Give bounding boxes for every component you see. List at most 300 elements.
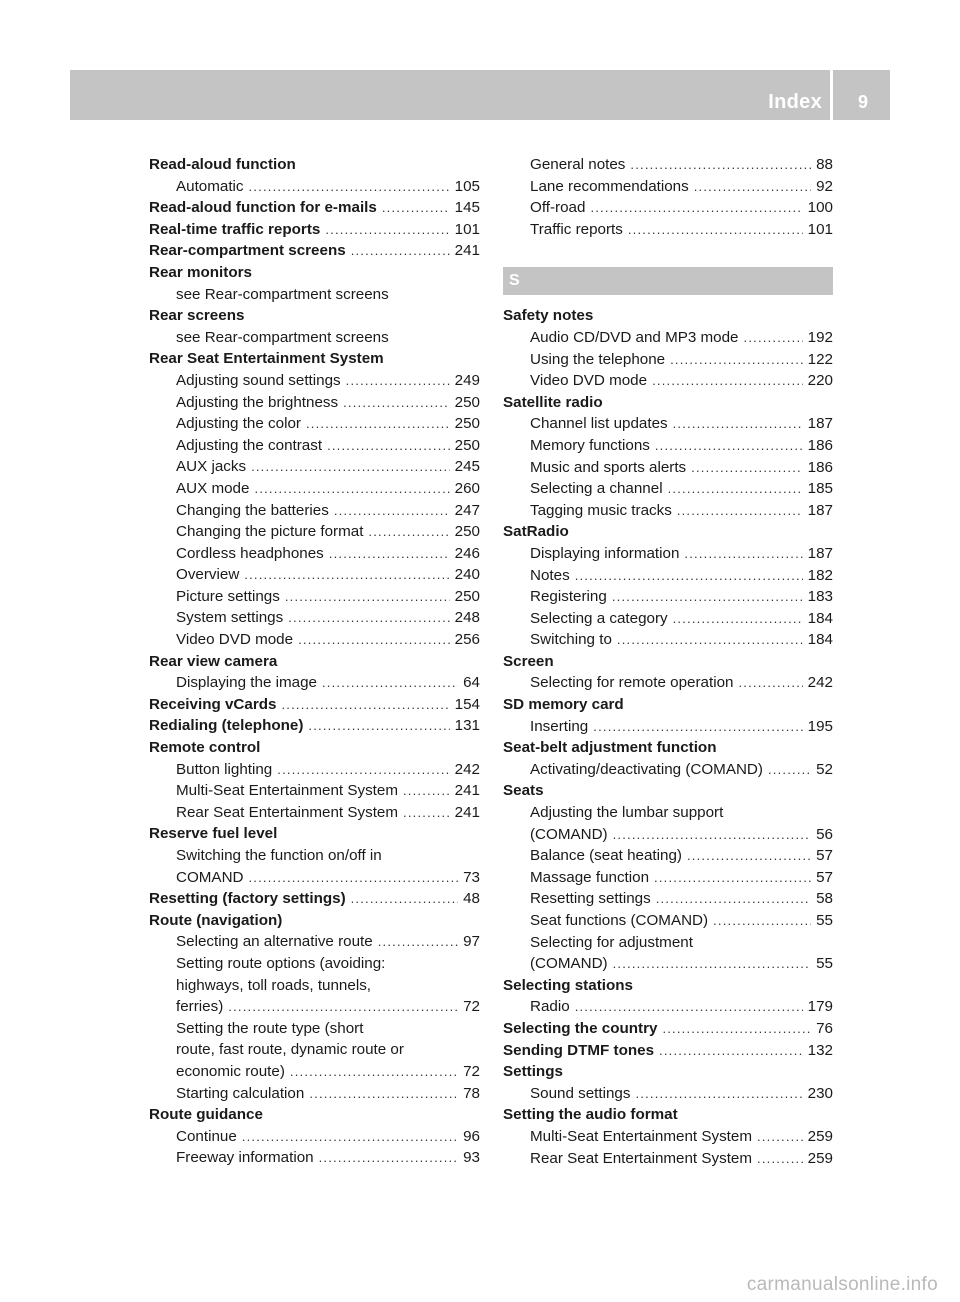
dot-leader — [687, 845, 811, 867]
index-entry — [503, 457, 833, 479]
dot-leader — [228, 996, 458, 1018]
index-entry — [149, 715, 480, 737]
index-entry — [503, 305, 833, 327]
index-entry-text: Balance (seat heating) — [530, 847, 682, 865]
index-entry-page: 246 — [454, 544, 480, 562]
dot-leader — [251, 456, 450, 478]
dot-leader — [249, 176, 450, 198]
index-entry — [503, 780, 833, 802]
index-entry — [149, 1147, 480, 1169]
index-entry-text: highways, toll roads, tunnels, — [176, 976, 372, 994]
dot-leader — [655, 435, 803, 457]
index-entry-page: 78 — [463, 1084, 480, 1102]
dot-leader — [617, 629, 803, 651]
dot-leader — [575, 996, 803, 1018]
dot-leader — [309, 1083, 458, 1105]
index-entry-page: 184 — [807, 609, 833, 627]
index-entry-page: 73 — [463, 868, 480, 886]
index-entry-text: Adjusting the brightness — [176, 393, 339, 411]
index-entry-text: Starting calculation — [176, 1084, 305, 1102]
index-entry-text: Route (navigation) — [149, 911, 283, 929]
index-entry-text: SD memory card — [503, 696, 624, 714]
index-entry-text: Inserting — [530, 717, 589, 735]
dot-leader — [254, 478, 449, 500]
dot-leader — [677, 500, 803, 522]
index-entry — [503, 651, 833, 673]
dot-leader — [613, 824, 811, 846]
dot-leader — [612, 586, 803, 608]
index-entry-text: Rear view camera — [149, 652, 278, 670]
dot-leader — [346, 370, 450, 392]
dot-leader — [768, 759, 811, 781]
index-entry — [503, 197, 833, 219]
index-entry-text: Rear screens — [149, 307, 245, 325]
index-entry — [149, 802, 480, 824]
index-entry — [503, 327, 833, 349]
watermark-text: carmanualsonline.info — [746, 1274, 938, 1295]
dot-leader — [288, 607, 449, 629]
index-entry — [149, 478, 480, 500]
index-entry-page: 241 — [454, 803, 480, 821]
index-entry-text: Selecting the country — [503, 1019, 658, 1037]
index-entry-text: Picture settings — [176, 587, 280, 605]
index-entry — [149, 996, 480, 1018]
index-entry-text: Setting the audio format — [503, 1106, 678, 1124]
index-entry-text: Rear monitors — [149, 263, 252, 281]
dot-leader — [242, 1126, 458, 1148]
index-entry-text: Massage function — [530, 868, 650, 886]
index-entry-page: 72 — [463, 1062, 480, 1080]
index-entry-page: 250 — [454, 415, 480, 433]
index-entry-page: 88 — [816, 156, 833, 173]
index-entry — [503, 1083, 833, 1105]
index-entry-page: 187 — [807, 501, 833, 519]
index-entry-text: Sending DTMF tones — [503, 1041, 655, 1059]
index-entry-page: 57 — [816, 847, 833, 865]
index-entry-page: 187 — [807, 415, 833, 433]
index-header-bar — [70, 70, 890, 120]
index-entry — [503, 435, 833, 457]
dot-leader — [368, 521, 449, 543]
index-entry-page: 192 — [807, 328, 833, 346]
index-entry — [149, 910, 480, 932]
index-entry-page: 245 — [454, 458, 480, 476]
index-entry — [149, 629, 480, 651]
dot-leader — [403, 802, 450, 824]
index-entry — [149, 780, 480, 802]
index-entry-text: Registering — [530, 588, 607, 606]
index-entry-text: see Rear-compartment screens — [176, 285, 389, 303]
index-entry-page: 122 — [807, 350, 833, 368]
index-entry-page: 195 — [807, 717, 833, 735]
index-entry-page: 256 — [454, 631, 480, 649]
index-entry-text: Cordless headphones — [176, 544, 324, 562]
dot-leader — [656, 888, 811, 910]
dot-leader — [738, 672, 802, 694]
section-spacer — [503, 240, 833, 267]
index-entry-text: Selecting for remote operation — [530, 674, 734, 692]
index-entry-text: Using the telephone — [530, 350, 666, 368]
index-entry — [149, 651, 480, 673]
index-entry-page: 131 — [454, 717, 480, 735]
index-entry — [503, 413, 833, 435]
index-entry-text: Displaying the image — [176, 674, 317, 692]
index-entry — [149, 435, 480, 457]
index-entry — [149, 1126, 480, 1148]
index-entry-text: Setting route options (avoiding: — [176, 954, 386, 972]
index-entry — [503, 672, 833, 694]
index-entry-text: Freeway information — [176, 1149, 314, 1167]
index-entry-text: Resetting (factory settings) — [149, 890, 346, 908]
index-entry-text: Notes — [530, 566, 570, 584]
dot-leader — [757, 1148, 803, 1170]
index-entry — [149, 154, 480, 176]
dot-leader — [659, 1040, 803, 1062]
index-entry-page: 93 — [463, 1149, 480, 1167]
index-entry — [149, 931, 480, 953]
index-entry — [503, 154, 833, 176]
index-entry — [149, 953, 480, 975]
index-entry — [149, 219, 480, 241]
index-entry-page: 186 — [807, 458, 833, 476]
index-column-right — [503, 154, 833, 1169]
index-entry — [503, 888, 833, 910]
dot-leader — [630, 154, 811, 176]
dot-leader — [744, 327, 803, 349]
index-entry-page: 249 — [454, 371, 480, 389]
index-entry — [503, 500, 833, 522]
index-entry-page: 250 — [454, 587, 480, 605]
index-entry-page: 248 — [454, 609, 480, 627]
index-entry — [149, 1018, 480, 1040]
index-entry — [149, 392, 480, 414]
index-entry-text: Rear Seat Entertainment System — [149, 350, 384, 368]
index-entry-page: 259 — [807, 1149, 833, 1167]
index-entry-text: Traffic reports — [530, 220, 623, 238]
index-entry-page: 242 — [454, 760, 480, 778]
index-entry-text: Continue — [176, 1127, 237, 1145]
index-entry-page: 250 — [454, 436, 480, 454]
index-entry-text: Seats — [503, 782, 544, 800]
index-entry — [149, 543, 480, 565]
dot-leader — [285, 586, 450, 608]
index-entry-page: 55 — [816, 955, 833, 973]
index-entry — [503, 759, 833, 781]
dot-leader — [306, 413, 450, 435]
index-entry-text: Reserve fuel level — [149, 825, 278, 843]
dot-leader — [329, 543, 450, 565]
index-entry — [149, 975, 480, 997]
index-entry-text: Button lighting — [176, 760, 273, 778]
index-entry-page: 101 — [454, 220, 480, 238]
index-entry-page: 185 — [807, 480, 833, 498]
dot-leader — [590, 197, 802, 219]
index-entry-text: General notes — [530, 156, 626, 173]
dot-leader — [298, 629, 450, 651]
header-divider — [830, 70, 833, 120]
index-entry-page: 220 — [807, 372, 833, 390]
index-title: Index — [768, 91, 822, 113]
index-entry — [149, 586, 480, 608]
index-entry-page: 230 — [807, 1084, 833, 1102]
dot-leader — [290, 1061, 458, 1083]
index-column-left — [149, 154, 480, 1169]
index-entry — [149, 521, 480, 543]
index-entry-text: Route guidance — [149, 1106, 263, 1124]
index-entry-page: 241 — [454, 782, 480, 800]
index-entry — [503, 1104, 833, 1126]
index-entry-page: 183 — [807, 588, 833, 606]
index-entry-page: 100 — [807, 199, 833, 217]
index-entry-text: Switching the function on/off in — [176, 847, 382, 864]
index-entry-text: Memory functions — [530, 436, 650, 454]
index-entry-text: see Rear-compartment screens — [176, 328, 389, 346]
index-entry — [503, 1061, 833, 1083]
index-entry — [503, 219, 833, 241]
index-entry-text: Switching to — [530, 631, 612, 649]
index-entry-page: 76 — [816, 1019, 833, 1037]
index-entry-text: Rear-compartment screens — [149, 242, 346, 260]
index-entry-page: 250 — [454, 523, 480, 541]
index-entry-text: Changing the batteries — [176, 501, 329, 519]
index-entry-text: Audio CD/DVD and MP3 mode — [530, 328, 739, 346]
index-entry — [149, 888, 480, 910]
index-entry-text: Selecting an alternative route — [176, 933, 373, 951]
index-entry-text: Read-aloud function — [149, 156, 296, 173]
index-entry-text: Read-aloud function for e-mails — [149, 199, 377, 217]
dot-leader — [249, 867, 459, 889]
dot-leader — [334, 500, 450, 522]
index-entry — [503, 802, 833, 824]
index-entry-text: Music and sports alerts — [530, 458, 687, 476]
index-entry — [149, 305, 480, 327]
dot-leader — [613, 953, 811, 975]
dot-leader — [670, 349, 803, 371]
dot-leader — [654, 867, 811, 889]
index-entry-text: Seat functions (COMAND) — [530, 912, 709, 929]
index-entry — [149, 1083, 480, 1105]
index-entry — [503, 694, 833, 716]
index-entry-page: 105 — [454, 177, 480, 195]
index-entry — [503, 176, 833, 198]
index-entry-text: Real-time traffic reports — [149, 220, 321, 238]
index-entry-text: SatRadio — [503, 523, 569, 541]
index-entry-page: 132 — [807, 1041, 833, 1059]
index-entry-text: ferries) — [176, 998, 224, 1016]
index-entry-text: Selecting a category — [530, 609, 668, 627]
index-entry-text: Seat-belt adjustment function — [503, 739, 717, 757]
index-entry — [149, 500, 480, 522]
index-entry-page: 48 — [463, 890, 480, 908]
index-entry — [149, 240, 480, 262]
index-entry-text: Video DVD mode — [176, 631, 294, 649]
index-entry-page: 179 — [807, 998, 833, 1016]
dot-leader — [403, 780, 450, 802]
index-entry — [503, 1126, 833, 1148]
index-entry — [503, 521, 833, 543]
index-entry — [149, 327, 480, 349]
index-entry — [503, 478, 833, 500]
dot-leader — [684, 543, 802, 565]
index-entry-text: Channel list updates — [530, 415, 668, 433]
index-entry — [503, 608, 833, 630]
index-entry-page: 154 — [454, 695, 480, 713]
dot-leader — [673, 413, 803, 435]
index-entry-page: 184 — [807, 631, 833, 649]
dot-leader — [628, 219, 803, 241]
dot-leader — [694, 176, 811, 198]
index-entry — [503, 953, 833, 975]
dot-leader — [378, 931, 458, 953]
index-entry-text: Selecting for adjustment — [530, 933, 693, 951]
index-entry-text: Displaying information — [530, 544, 680, 562]
index-entry — [149, 564, 480, 586]
index-entry-page: 55 — [816, 912, 833, 929]
index-entry — [503, 975, 833, 997]
index-entry — [149, 262, 480, 284]
index-entry-text: Tagging music tracks — [530, 501, 672, 519]
dot-leader — [593, 716, 802, 738]
index-entry-text: Overview — [176, 566, 240, 584]
index-entry-page: 64 — [463, 674, 480, 692]
index-entry-text: Activating/deactivating (COMAND) — [530, 760, 763, 778]
dot-leader — [668, 478, 803, 500]
index-entry — [503, 392, 833, 414]
index-entry-text: Adjusting the color — [176, 415, 301, 433]
dot-leader — [635, 1083, 802, 1105]
index-entry-text: Adjusting sound settings — [176, 371, 341, 389]
index-entry-text: Off-road — [530, 199, 586, 217]
index-entry-text: Satellite radio — [503, 393, 603, 411]
index-entry — [503, 565, 833, 587]
index-entry-text: Receiving vCards — [149, 695, 277, 713]
dot-leader — [351, 240, 450, 262]
dot-leader — [277, 759, 449, 781]
dot-leader — [351, 888, 458, 910]
section-letter-header: S — [503, 267, 833, 295]
index-entry-text: Settings — [503, 1063, 563, 1081]
index-entry — [503, 1040, 833, 1062]
index-entry — [149, 370, 480, 392]
index-entry-text: Automatic — [176, 177, 244, 195]
index-entry-text: Multi-Seat Entertainment System — [530, 1127, 752, 1145]
index-entry-page: 186 — [807, 436, 833, 454]
index-right-entries — [503, 305, 833, 1169]
index-entry-text: Radio — [530, 998, 570, 1016]
index-entry-text: Safety notes — [503, 307, 594, 325]
index-entry-page: 57 — [816, 868, 833, 886]
index-entry-text: Setting the route type (short — [176, 1019, 364, 1037]
index-entry-text: System settings — [176, 609, 284, 627]
index-right-top-entries — [503, 154, 833, 240]
index-entry-page: 240 — [454, 566, 480, 584]
index-entry — [503, 910, 833, 932]
index-entry — [503, 716, 833, 738]
index-entry — [149, 413, 480, 435]
index-entry — [149, 607, 480, 629]
dot-leader — [308, 715, 449, 737]
index-entry-text: Adjusting the lumbar support — [530, 804, 724, 822]
index-entry — [149, 456, 480, 478]
index-entry — [149, 694, 480, 716]
index-entry-page: 241 — [454, 242, 480, 260]
index-entry — [149, 348, 480, 370]
index-entry-page: 187 — [807, 544, 833, 562]
index-entry — [503, 932, 833, 954]
index-entry-text: economic route) — [176, 1062, 285, 1080]
index-entry — [503, 629, 833, 651]
index-entry-page: 247 — [454, 501, 480, 519]
dot-leader — [343, 392, 450, 414]
page-number: 9 — [857, 92, 868, 112]
index-entry-text: AUX mode — [176, 479, 250, 497]
dot-leader — [757, 1126, 803, 1148]
index-entry — [503, 543, 833, 565]
index-entry — [503, 1148, 833, 1170]
index-entry — [149, 867, 480, 889]
index-entry — [503, 845, 833, 867]
index-entry — [149, 284, 480, 306]
index-entry — [503, 737, 833, 759]
index-entry-text: Lane recommendations — [530, 177, 689, 195]
index-entry-text: (COMAND) — [530, 825, 608, 843]
dot-leader — [281, 694, 449, 716]
dot-leader — [713, 910, 811, 932]
index-entry-text: Rear Seat Entertainment System — [530, 1149, 753, 1167]
index-entry-text: Video DVD mode — [530, 372, 648, 390]
index-entry — [149, 823, 480, 845]
index-entry-page: 145 — [454, 199, 480, 217]
index-entry-page: 56 — [816, 825, 833, 843]
index-entry-page: 259 — [807, 1127, 833, 1145]
index-entry — [149, 197, 480, 219]
index-entry — [149, 1104, 480, 1126]
dot-leader — [244, 564, 449, 586]
dot-leader — [382, 197, 450, 219]
index-entry-text: Remote control — [149, 739, 261, 757]
dot-leader — [325, 219, 449, 241]
index-entry — [149, 759, 480, 781]
index-entry-text: Screen — [503, 652, 554, 670]
index-entry-page: 72 — [463, 998, 480, 1016]
index-entry-text: route, fast route, dynamic route or — [176, 1041, 404, 1059]
index-entry-page: 96 — [463, 1127, 480, 1145]
dot-leader — [662, 1018, 811, 1040]
index-entry — [149, 176, 480, 198]
index-entry-text: Adjusting the contrast — [176, 436, 323, 454]
index-entry-page: 250 — [454, 393, 480, 411]
dot-leader — [575, 565, 803, 587]
dot-leader — [652, 370, 803, 392]
index-entry-page: 97 — [463, 933, 480, 951]
index-entry — [149, 672, 480, 694]
index-entry — [149, 845, 480, 867]
index-entry-text: Rear Seat Entertainment System — [176, 803, 399, 821]
index-entry — [149, 1061, 480, 1083]
index-entry-page: 101 — [807, 220, 833, 238]
index-entry-text: Changing the picture format — [176, 523, 364, 541]
index-entry-text: Multi-Seat Entertainment System — [176, 782, 398, 800]
index-entry-page: 260 — [454, 479, 480, 497]
dot-leader — [322, 672, 458, 694]
index-entry — [503, 1018, 833, 1040]
index-entry — [503, 586, 833, 608]
dot-leader — [673, 608, 803, 630]
index-entry — [149, 737, 480, 759]
index-entry — [503, 996, 833, 1018]
index-entry-text: Sound settings — [530, 1084, 631, 1102]
index-entry — [503, 349, 833, 371]
